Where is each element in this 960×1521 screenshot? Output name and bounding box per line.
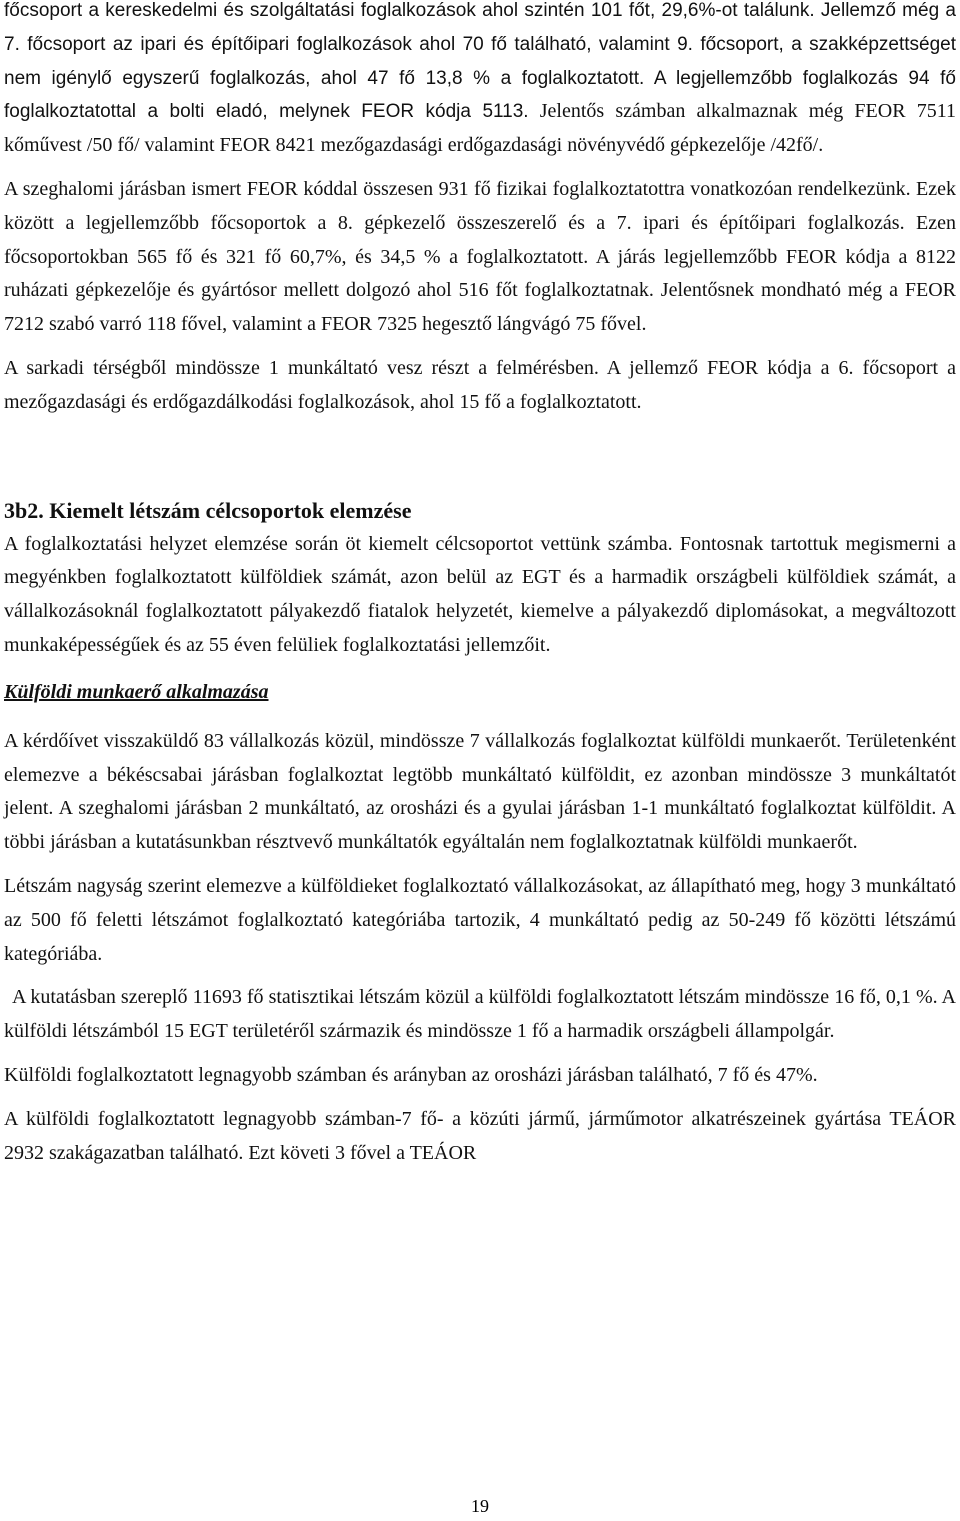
paragraph-foreign-workforce: A kérdőívet visszaküldő 83 vállalkozás közül, mindössze 7 vállalkozás foglalkoztat külföldi munkaerőt. Területenként elemezve a békéscsabai járásban foglalkoztat legtöbb munkáltató külföldit, ez azonban mindössze 3 munkáltatót jelent. A szeghalomi járásban 2 munkáltató, az orosházi és a gyulai járásban 1-1 munkáltató foglalkoztat külföldit. A többi járásban a kutatásunkban résztvevő munkáltatók egyáltalán nem foglalkoztatnak külföldi munkaerőt. bbox=[4, 729, 956, 854]
subsection-heading: Külföldi munkaerő alkalmazása bbox=[4, 680, 269, 703]
paragraph-szeghalom: A szeghalomi járásban ismert FEOR kóddal összesen 931 fő fizikai foglalkoztatottra vonatkozóan rendelkezünk. Ezek között a legjellemzőbb főcsoportok a 8. gépkezelő összeszerelő és a 7. ipari és építőipari foglalkozás. Ezen főcsoportokban 565 fő és 321 fő 60,7%, és 34,5 % a foglalkoztatott. A járás legjellemzőbb FEOR kódja a 8122 ruházati gépkezelője és gyártósor mellett dolgozó ahol 516 főt foglalkoztatnak. Jelentősnek mondható még a FEOR 7212 szabó varró 118 fővel, valamint a FEOR 7325 hegesztő lángvágó 75 fővel. bbox=[4, 177, 956, 336]
paragraph-statistics: A kutatásban szereplő 11693 fő statisztikai létszám közül a külföldi foglalkoztatott létszám mindössze 16 fő, 0,1 %. A külföldi létszámból 15 EGT területéről származik és mindössze 1 fő a harmadik országbeli állampolgár. bbox=[4, 986, 956, 1043]
paragraph-teaor: A külföldi foglalkoztatott legnagyobb számban-7 fő- a közúti jármű, járműmotor alkatrészeinek gyártása TEÁOR 2932 szakágazatban található. Ezt követi 3 fővel a TEÁOR bbox=[4, 1107, 956, 1164]
paragraph-occupations-intro bbox=[4, 0, 956, 163]
paragraph-target-groups: A foglalkoztatási helyzet elemzése során öt kiemelt célcsoportot vettünk számba. Fontosnak tartottuk megismerni a megyénkben foglalkoztatott külföldiek számát, azon belül az EGT és a harmadik országbeli külföldiek számát, a vállalkozásoknál foglalkoztatott pályakezdő fiatalok helyzetét, kiemelve a pályakezdő diplomásokat, a megváltozott munkaképességűek és az 55 éven felüliek foglalkoztatási jellemzőit. bbox=[4, 532, 956, 656]
paragraph-text-sans: főcsoport a kereskedelmi és szolgáltatási foglalkozások ahol szintén 101 főt, 29,6%-ot találunk. Jellemző még a 7. főcsoport az ipari és építőipari foglalkozások ahol 70 fő található, valamint 9. főcsoport, a szakképzettséget nem igénylő egyszerű foglalkozás, ahol 47 fő 13,8 % a foglalkoztatott. A legjellemzőbb foglalkozás 94 fő foglalkoztatottal a bolti eladó, melynek FEOR kódja 5113. bbox=[4, 0, 956, 123]
paragraph-text-serif: Jelentős számban alkalmaznak még FEOR 7511 kőművest /50 fő/ valamint FEOR 8421 mezőgazdasági erdőgazdasági növényvédő gépkezelője /42fő/. bbox=[4, 100, 956, 157]
paragraph-sarkad: A sarkadi térségből mindössze 1 munkáltató vesz részt a felmérésben. A jellemző FEOR kódja a 6. főcsoport a mezőgazdasági és erdőgazdálkodási foglalkozások, ahol 15 fő a foglalkoztatott. bbox=[4, 356, 956, 413]
paragraph-company-size: Létszám nagyság szerint elemezve a külföldieket foglalkoztató vállalkozásokat, az állapítható meg, hogy 3 munkáltató az 500 fő feletti létszámot foglalkoztató kategóriába tartozik, 4 munkáltató pedig az 50-249 fő közötti létszámú kategóriába. bbox=[4, 874, 956, 965]
section-heading: 3b2. Kiemelt létszám célcsoportok elemzése bbox=[4, 497, 412, 523]
paragraph-oroshaza: Külföldi foglalkoztatott legnagyobb számban és arányban az orosházi járásban található, 7 fő és 47%. bbox=[4, 1063, 818, 1086]
page-number: 19 bbox=[471, 1496, 489, 1516]
